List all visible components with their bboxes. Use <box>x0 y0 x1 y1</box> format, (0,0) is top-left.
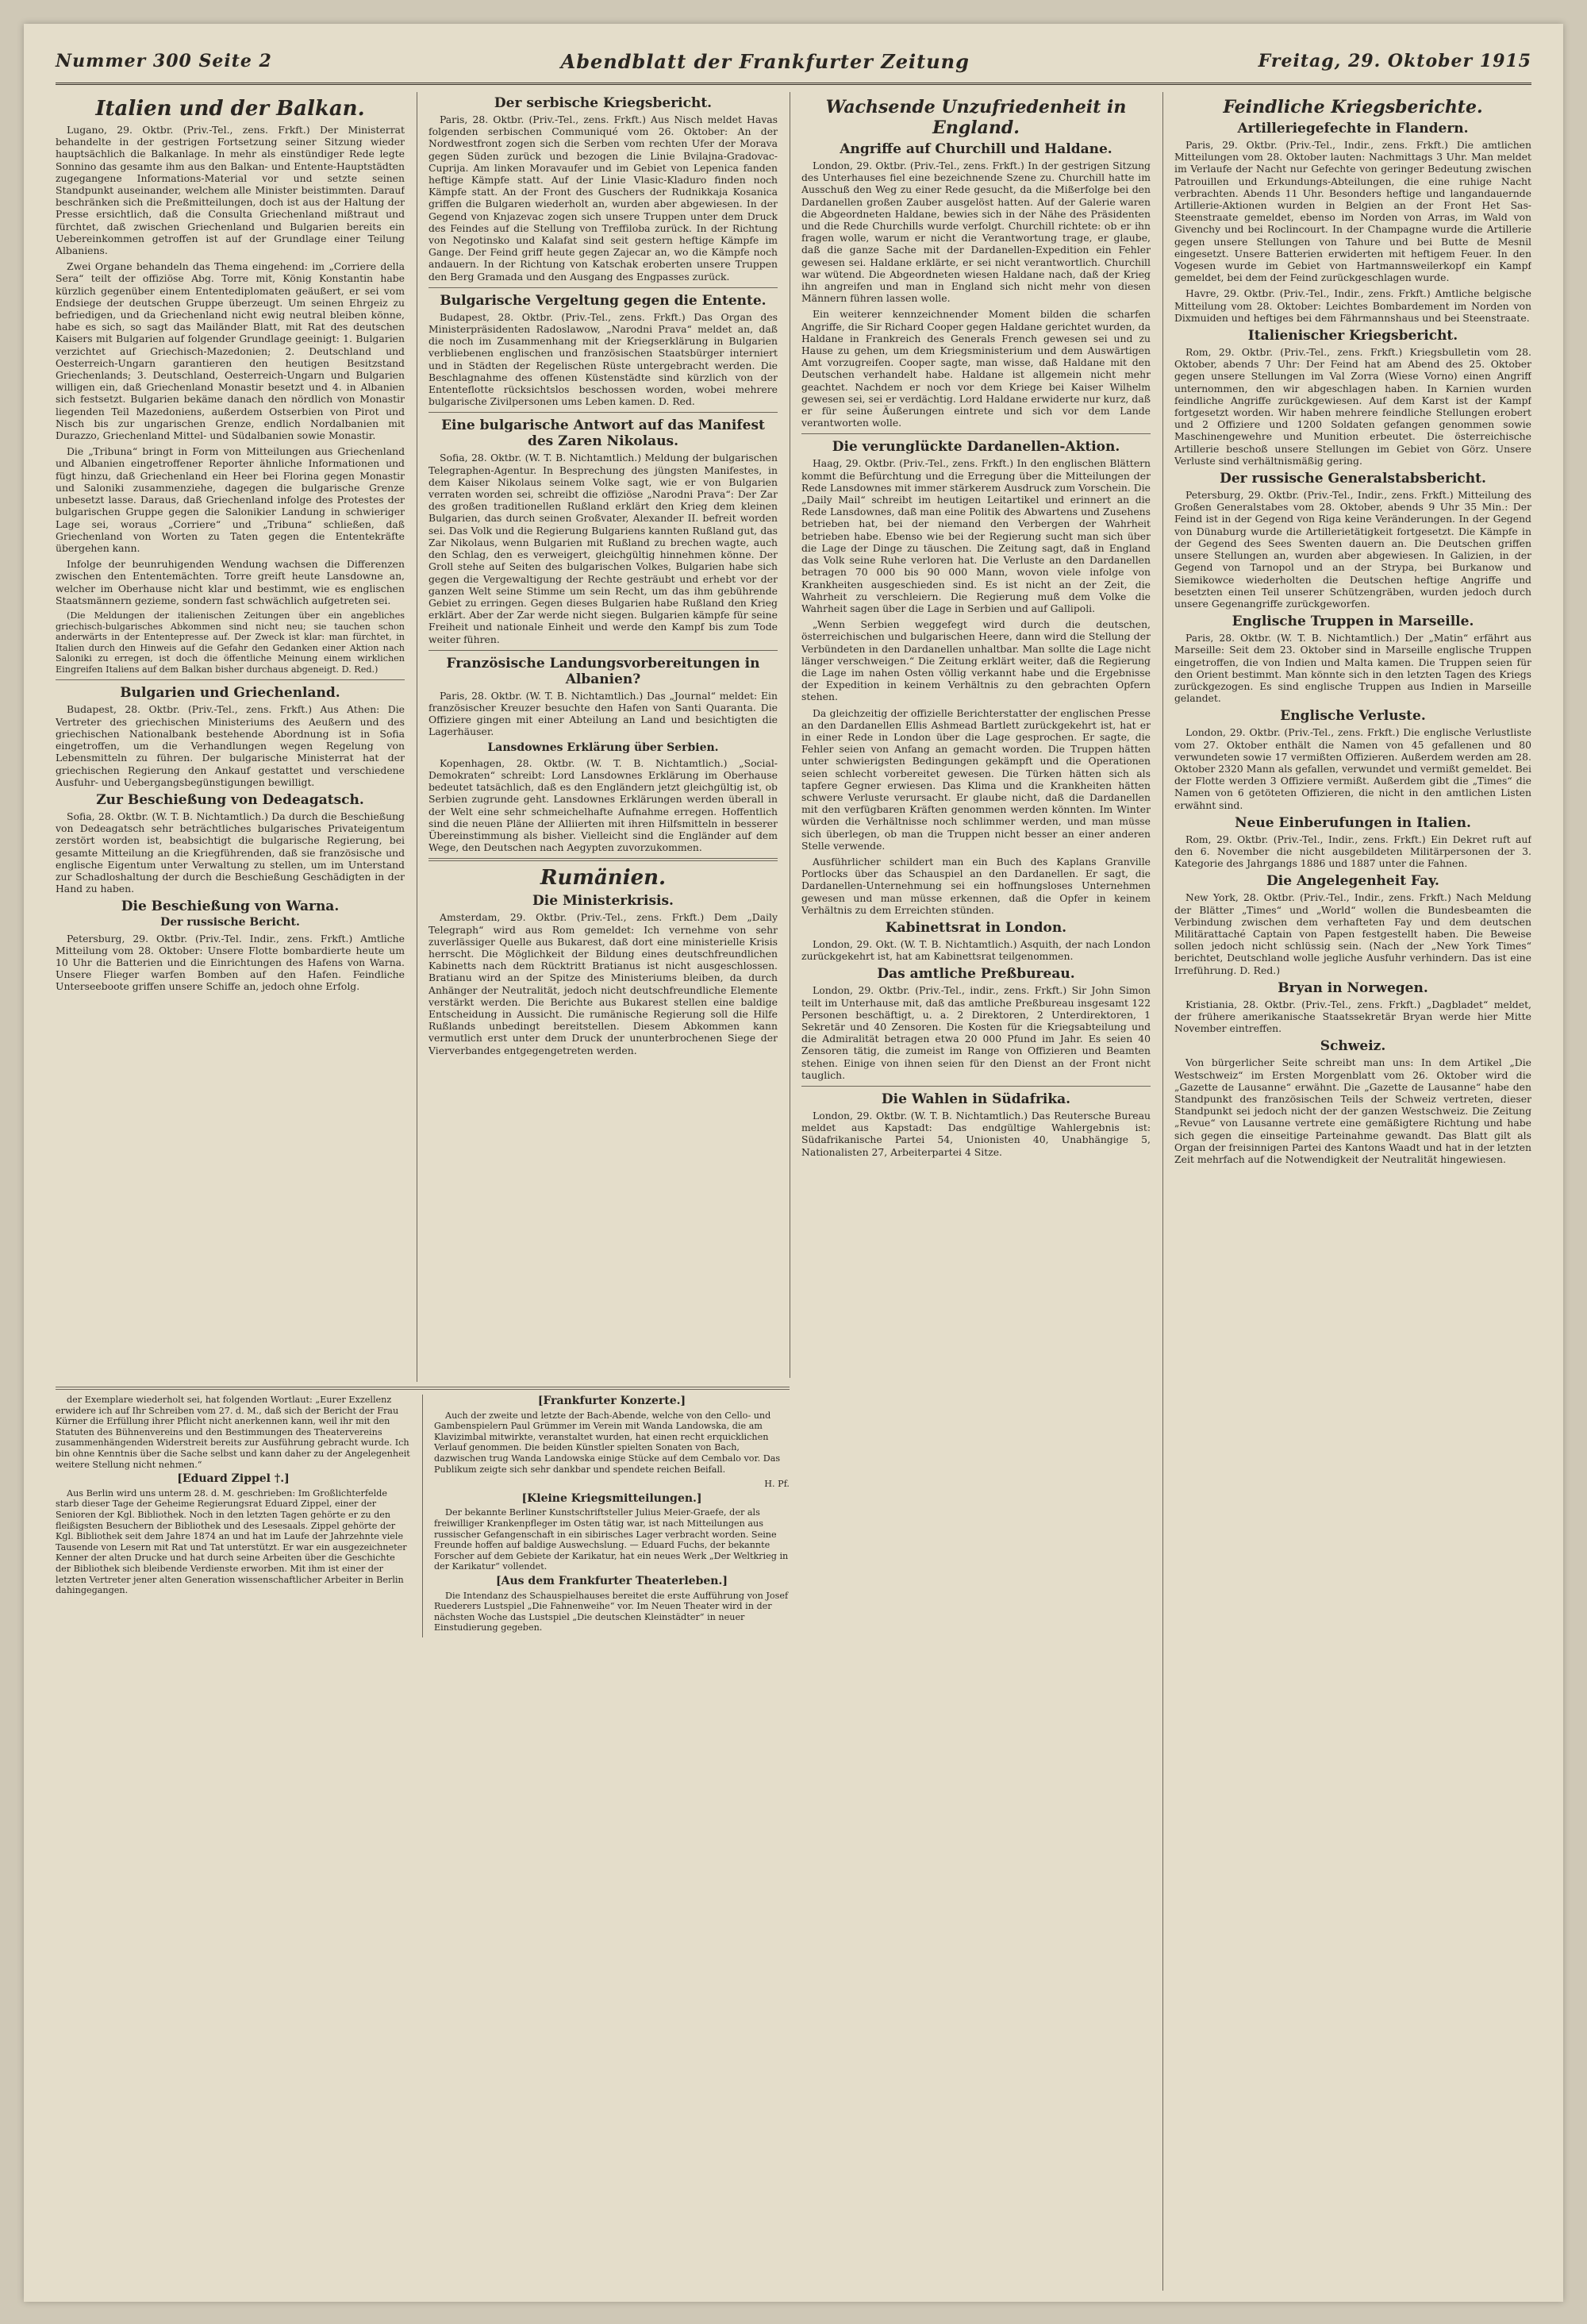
headline-bulgarische-antwort: Eine bulgarische Antwort auf das Manifest des Zaren Nikolaus. <box>441 417 765 450</box>
headline-warna: Die Beschießung von Warna. <box>121 898 340 915</box>
article-paragraph: Lugano, 29. Oktbr. (Priv.-Tel., zens. Frkft.) Der Ministerrat behandelte in der gestrigen Fortsetzung seiner Sitzung wieder hauptsächlich die Balkanlage. In mehr als einstündiger Rede legte Sonnino das gesamte ihm aus den Balkan- und Entente-Hauptstädten zugegangene Informations-Material vor und setzte seinen Standpunkt auseinander, welchem alle Minister beistimmten. Darauf beschränken sich die Preßmitteilungen, doch ist aus der Haltung der Presse ersichtlich, daß die Consulta Griechenland mißtraut und fürchtet, daß zwischen Griechenland und Bulgarien bereits ein Uebereinkommen getroffen ist auf der Grundlage einer Teilung Albaniens. <box>56 124 405 257</box>
feuilleton-heading-zippel: [Eduard Zippel †.] <box>177 1472 290 1486</box>
article-paragraph: Paris, 28. Oktbr. (W. T. B. Nichtamtlich.) Das „Journal“ meldet: Ein französischer Kreuzer besuchte den Hafen von Santi Quaranta. Die Offiziere gingen mit einer Abteilung an Land und besichtigten die Lagerhäuser. <box>428 689 778 738</box>
headline-bulgarien-griechenland: Bulgarien und Griechenland. <box>120 685 340 702</box>
article-paragraph: Infolge der beunruhigenden Wendung wachsen die Differenzen zwischen den Ententemächten. Torre greift heute Lansdowne an, welcher im Oberhause nicht klar und bestimmt, wie es englischen Staatsmännern gezieme, sondern fast schwächlich aufgetreten sei. <box>56 558 405 606</box>
article-paragraph: Sofia, 28. Oktbr. (W. T. B. Nichtamtlich.) Meldung der bulgarischen Telegraphen-Agentur. In Besprechung des jüngsten Manifestes, in dem Kaiser Nikolaus seinem Volke sagt, wie er von Bulgarien verraten worden sei, schreibt die offiziöse „Narodni Prava“: Der Zar des großen traditionellen Rußland erklärt den Krieg dem kleinen Bulgarien, das durch seinen Großvater, Alexander II. befreit worden sei. Das Volk und die Regierung Bulgariens kannten Rußland gut, das Zar Nikolaus, wenn Bulgarien mit Rußland zu brechen wagte, auch den Schlag, den es verweigert, gleichgültig hinnehmen könne. Der Groll stehe auf Seiten des bulgarischen Volkes, Bulgarien habe sich gegen die Vergewaltigung der Rechte gesträubt und erhebt vor der ganzen Welt seine Stimme um sein Recht, um das ihm gebührende Gebiet zu erringen. Gegen dieses Bulgarien habe Rußland den Krieg erklärt. Aber der Zar werde nicht siegen. Bulgarien kämpfe für seine Freiheit und nationale Einheit und werde den Kampf bis zum Tode weiter führen. <box>428 452 778 645</box>
headline-einberufungen-italien: Neue Einberufungen in Italien. <box>1235 814 1471 831</box>
divider <box>801 1086 1151 1087</box>
headline-italienischer-kriegsbericht: Italienischer Kriegsbericht. <box>1247 328 1458 344</box>
article-paragraph: Sofia, 28. Oktbr. (W. T. B. Nichtamtlich.) Da durch die Beschießung von Dedeagatsch sehr beträchtliches bulgarisches Privateigentum zerstört worden ist, beabsichtigt die bulgarische Regierung, bei gesamte Mitteilung an die Kriegführenden, daß sie französische und englische Eigentum unter Verwaltung zu stellen, um im Unterstand zur Schadloshaltung der durch die Beschießung Geschädigten in der Hand zu haben. <box>56 810 405 895</box>
subheadline-ministerkrisis: Die Ministerkrisis. <box>532 893 674 910</box>
subheadline-churchill-haldane: Angriffe auf Churchill und Haldane. <box>840 141 1112 157</box>
article-paragraph: Haag, 29. Oktbr. (Priv.-Tel., zens. Frkft.) In den englischen Blättern kommt die Befürchtung und die Erregung über die Mitteilungen der Rede Lansdownes mit immer stärkerem Ausdruck zum Vorschein. Die „Daily Mail“ schreibt im heutigen Leitartikel und erinnert an die Rede Lansdownes, daß man eine Politik des Abwartens und Zusehens betrieben hat, bei der niemand den Verbergen der Wahrheit betrieben habe. Ebenso wie bei der Regierung sucht man sich über die Lage der Dinge zu täuschen. Die Zeitung sagt, daß in England das Volk seine Ruhe verloren hat. Die Verluste an den Dardanellen betragen 70 000 bis 90 000 Mann, wovon viele infolge von Krankheiten ausgeschieden sind. Es ist nicht an der Zeit, die Wahrheit zu verschleiern. Die Regierung muß dem Volke die Wahrheit sagen über die Lage in Serbien und auf Gallipoli. <box>801 457 1151 614</box>
article-paragraph: Budapest, 28. Oktbr. (Priv.-Tel., zens. Frkft.) Das Organ des Ministerpräsidenten Radoslawow, „Narodni Prava“ meldet an, daß die noch im Zusammenhang mit der Kriegserklärung in Bulgarien verbliebenen englischen und französischen Staatsbürger interniert und in Städten der Regelischen Rüste untergebracht werden. Die Beschlagnahme des offenen Küstenstädte sind kürzlich von der Ententeflotte rücksichtslos beschossen worden, wobei mehrere bulgarische Zivilpersonen ums Leben kamen. D. Red. <box>428 310 778 408</box>
feuilleton-heading-theater: [Aus dem Frankfurter Theaterleben.] <box>496 1574 728 1587</box>
article-paragraph: Ein weiterer kennzeichnender Moment bilden die scharfen Angriffe, die Sir Richard Cooper gegen Haldane gerichtet wurden, da Haldane in Frankreich des Generals French gewesen sei und zu Hause zu gehen, um dem Kriegsministerium und dem Auswärtigen Amt vorzugreifen. Cooper sagte, man wisse, daß Haldane mit den Deutschen verhandelt habe. Haldane ist allgemein nicht mehr geachtet. Nachdem er noch vor dem Kriege bei Kaiser Wilhelm gewesen sei, sei er verdächtig. Lord Haldane erwiderte nur kurz, daß er für seine Äußerungen eintrete und sich vor dem Lande verantworten wolle. <box>801 308 1151 429</box>
article-paragraph: London, 29. Oktbr. (Priv.-Tel., zens. Frkft.) Die englische Verlustliste vom 27. Oktober enthält die Namen von 45 gefallenen und 80 verwundeten sowie 17 vermißten Offizieren. Außerdem werden am 28. Oktober 2320 Mann als gefallen, verwundet und vermißt gemeldet. Bei der Flotte werden 3 Offiziere vermißt. Außerdem gibt die „Times“ die Namen von 6 getöteten Offizieren, die nicht in den amtlichen Listen erwähnt sind. <box>1174 726 1531 811</box>
headline-rumaenien: Rumänien. <box>540 866 667 891</box>
headline-italien-balkan: Italien und der Balkan. <box>95 97 365 121</box>
subheadline-lansdowne: Lansdownes Erklärung über Serbien. <box>487 741 719 754</box>
article-paragraph: Rom, 29. Oktbr. (Priv.-Tel., Indir., zens. Frkft.) Ein Dekret ruft auf den 6. November die nicht ausgebildeten Militärpersonen der 3. Kategorie des Jahrgangs 1886 und 1887 unter die Fahnen. <box>1174 833 1531 870</box>
divider <box>801 433 1151 434</box>
headline-dardanellen: Die verunglückte Dardanellen-Aktion. <box>832 439 1120 456</box>
article-paragraph: London, 29. Okt. (W. T. B. Nichtamtlich.) Asquith, der nach London zurückgekehrt ist, hat am Kabinettsrat teilgenommen. <box>801 937 1151 963</box>
feuilleton-paragraph: Die Intendanz des Schauspielhauses bereitet die erste Aufführung von Josef Ruederers Lustspiel „Die Fahnenweihe“ vor. Im Neuen Theater wird in der nächsten Woche das Lustspiel „Die deutschen Kleinstädter“ in neuer Einstudierung gegeben. <box>434 1590 789 1633</box>
headline-englische-verluste: Englische Verluste. <box>1280 708 1426 725</box>
article-paragraph: Petersburg, 29. Oktbr. (Priv.-Tel. Indir., zens. Frkft.) Amtliche Mitteilung vom 28. Oktober: Unsere Flotte bombardierte heute um 10 Uhr die Batterien und die Einrichtungen des Hafens von Warna. Unsere Flieger warfen Bomben auf den Hafen. Feindliche Unterseeboote griffen unsere Schiffe an, jedoch ohne Erfolg. <box>56 932 405 993</box>
masthead <box>56 40 1531 85</box>
column-3 <box>801 92 1151 2291</box>
feuilleton-right <box>434 1395 790 1637</box>
headline-russischer-generalstabsbericht: Der russische Generalstabsbericht. <box>1220 471 1486 487</box>
article-paragraph: Amsterdam, 29. Oktbr. (Priv.-Tel., zens. Frkft.) Dem „Daily Telegraph“ wird aus Rom gemeldet: Ich vernehme von sehr zuverlässiger Quelle aus Bukarest, daß dort eine ministerielle Krisis herrscht. Die Möglichkeit der Bildung eines deutschfreundlichen Kabinetts nach dem Rücktritt Bratianus ist nicht ausgeschlossen. Bratianu wird an der Spitze des Ministeriums bleiben, da durch Anhänger der Neutralität, jedoch nicht deutschfreundliche Elemente verstärkt werden. Die Berichte aus Bukarest stellen eine baldige Entscheidung in Aussicht. Die rumänische Regierung soll die Hilfe Rußlands unbedingt bereitstellen. Diesem Abkommen kann vermutlich erst unter dem Druck der ununterbrochenen Siege der Vierverbandes entgegengetreten werden. <box>428 911 778 1056</box>
headline-bulgarische-vergeltung: Bulgarische Vergeltung gegen die Entente. <box>440 292 767 309</box>
article-paragraph: Rom, 29. Oktbr. (Priv.-Tel., zens. Frkft.) Kriegsbulletin vom 28. Oktober, abends 7 Uhr: Der Feind hat am Abend des 25. Oktober gegen unsere Stellungen im Val Zorra (Wiese Vorno) einen Angriff unternommen, den wir abgeschlagen haben. In Karnien wurden feindliche Angriffe zurückgewiesen. Auf dem Karst ist der Kampf fortgesetzt worden. Wir haben mehrere feindliche Stellungen erobert und 2 Offiziere und 1200 Soldaten gefangen genommen sowie Maschinengewehre und Munition erbeutet. Die österreichische Artillerie beschoß unsere Stellungen im Gebiet von Görz. Unsere Verluste sind verhältnismäßig gering. <box>1174 346 1531 467</box>
issue-number: Nummer 300 Seite 2 <box>56 51 272 71</box>
feuilleton-rule <box>56 1387 790 1390</box>
article-paragraph: Ausführlicher schildert man ein Buch des Kaplans Granville Portlocks über das Schauspiel an den Dardanellen. Er sagt, die Dardanellen-Unternehmung sei ein hoffnungsloses Unternehmen gewesen und man müsse erkennen, daß die Opfer in keinem Verhältnis zu dem Erreichten stünden. <box>801 855 1151 916</box>
headline-kabinettsrat: Kabinettsrat in London. <box>885 919 1067 936</box>
headline-bryan-norwegen: Bryan in Norwegen. <box>1278 979 1428 996</box>
issue-date: Freitag, 29. Oktober 1915 <box>1258 51 1531 71</box>
article-paragraph: Da gleichzeitig der offizielle Berichterstatter der englischen Presse an den Dardanellen Ellis Ashmead Bartlett zurückgekehrt ist, hat er in einer Rede in London über die Lage gesprochen. Er sagte, die Fehler seien von Anfang an gemacht worden. Die Truppen hätten unter schwierigsten Bedingungen gekämpft und die Operationen seien schlecht vorbereitet gewesen. Die Türken hätten sich als tapfere Gegner erwiesen. Das Klima und die Krankheiten hätten schwere Verluste verursacht. Er glaube nicht, daß die Dardanellen mit den verfügbaren Kräften genommen werden könnten. Im Winter würden die Verhältnisse noch schlimmer werden, und man müsse sich überlegen, ob man die Truppen nicht besser an einer anderen Stelle verwende. <box>801 706 1151 852</box>
article-paragraph: London, 29. Oktbr. (Priv.-Tel., zens. Frkft.) In der gestrigen Sitzung des Unterhauses fiel eine bezeichnende Szene zu. Churchill hatte im Ausschuß den Weg zu einer Rede gesucht, da die Mißerfolge bei den Dardanellen großen Zauber ausgelöst hatten. Auf der Galerie waren die Abgeordneten Haldane, bewies sich in der Nähe des Präsidenten und die Rede Churchills wurde verfolgt. Churchill richtete: ob er ihn fragen wolle, warum er nicht die Verantwortung trage, er glaube, daß die ganze Sache mit der Dardanellen-Expedition ein Fehler gewesen sei. Haldane erklärte, er sei nicht verantwortlich. Churchill war wütend. Die Abgeordneten wiesen Haldane nach, daß der Krieg ihn angreifen und man in England sich nicht mehr von diesen Männern führen lassen wolle. <box>801 160 1151 305</box>
article-paragraph: Kristiania, 28. Oktbr. (Priv.-Tel., zens. Frkft.) „Dagbladet“ meldet, der frühere amerikanische Staatssekretär Bryan werde hier Mitte November eintreffen. <box>1174 998 1531 1035</box>
headline-schweiz: Schweiz. <box>1320 1038 1386 1055</box>
article-paragraph: Paris, 28. Oktbr. (Priv.-Tel., zens. Frkft.) Aus Nisch meldet Havas folgenden serbischen Communiqué vom 26. Oktober: An der Nordwestfront zogen sich die Serben vom rechten Ufer der Morava gegen Süden zurück und bezogen die Linie Bvilajna-Gradovac-Cuprija. Am linken Moravaufer und im Gebiet von Lepenica fanden heftige Kämpfe statt. Auf der Linie Vlasic-Kladuro finden noch Kämpfe statt. An der Front des Guschers der Rudnikkaja Kosanica griffen die Bulgaren wiederholt an, wurden aber abgewiesen. In der Gegend von Knjazevac zogen sich unsere Truppen unter dem Druck des Feindes auf die Stellung von Treffiloba zurück. In der Richtung von Negotinsko und Kalafat sind seit gestern heftige Kämpfe im Gange. Der Feind griff heute gegen Zajecar an, wo die Kämpfe noch andauern. In der Richtung von Katschak eroberten unsere Truppen den Berg Gramada und den Ausgang des Engpasses zurück. <box>428 114 778 283</box>
headline-wahlen-suedafrika: Die Wahlen in Südafrika. <box>881 1091 1071 1108</box>
feuilleton-rule-vertical <box>422 1395 423 1637</box>
feuilleton-heading-konzerte: [Frankfurter Konzerte.] <box>537 1395 686 1407</box>
feuilleton-paragraph: Der bekannte Berliner Kunstschriftsteller Julius Meier-Graefe, der als freiwilliger Krankenpfleger im Osten tätig war, ist nach Mitteilungen aus russischer Gefangenschaft in ein sibirisches Lager verbracht worden. Seine Freunde hoffen auf baldige Auswechslung. — Eduard Fuchs, der bekannte Forscher auf dem Gebiete der Karikatur, hat ein neues Werk „Der Weltkrieg in der Karikatur“ vollendet. <box>434 1507 789 1572</box>
headline-unzufriedenheit-england: Wachsende Unzufriedenheit in England. <box>825 97 1127 138</box>
divider <box>428 287 778 288</box>
newspaper-page <box>24 24 1563 2302</box>
subheadline-artilleriegefechte: Artilleriegefechte in Flandern. <box>1237 121 1469 137</box>
article-paragraph: Budapest, 28. Oktbr. (Priv.-Tel., zens. Frkft.) Aus Athen: Die Vertreter des griechischen Ministeriums des Aeußern und des griechischen Nationalbank bestehende Abordnung ist in Sofia eingetroffen, um die Verhandlungen wegen Regelung von Lebensmitteln zu führen. Der bulgarische Ministerrat hat der griechischen Regierung den Ankauf gestattet und verschiedene Ausfuhr- und Uebergangsbegünstigungen bewilligt. <box>56 703 405 788</box>
feuilleton-paragraph: der Exemplare wiederholt sei, hat folgenden Wortlaut: „Eurer Exzellenz erwidere ich auf Ihr Schreiben vom 27. d. M., daß sich der Bericht der Frau Kürner die Erfüllung ihrer Pflicht nicht anerkennen kann, weil ihr mit den Statuten des Bühnenvereins und den Bestimmungen des Theatervereins zusammenhängenden Widerstreit bereits zur Ausführung gebracht wurde. Ich bin ohne Kenntnis über die Sache selbst und kann daher zu der Angelegenheit weitere Stellung nicht nehmen.“ <box>56 1395 410 1470</box>
article-paragraph: Die „Tribuna“ bringt in Form von Mitteilungen aus Griechenland und Albanien eingetroffener Reporter ähnliche Informationen und fügt hinzu, daß Griechenland ein Heer bei Florina gegen Monastir und Saloniki zusammenziehe, dagegen die bulgarische Grenze unbesetzt lasse. Daraus, daß Griechenland infolge des Protestes der bulgarischen Gruppe gegen die Salonikier Landung in schwieriger Lage sei, woraus „Corriere“ und „Tribuna“ schließen, daß Griechenland von Worten zu Taten gegen die Ententekräfte übergehen kann. <box>56 445 405 554</box>
subheadline-russischer-bericht: Der russische Bericht. <box>160 916 300 929</box>
divider <box>428 650 778 651</box>
headline-landungsvorbereitungen: Französische Landungsvorbereitungen in Albanien? <box>446 655 760 687</box>
article-paragraph: Paris, 29. Oktbr. (Priv.-Tel., Indir., zens. Frkft.) Die amtlichen Mitteilungen vom 28. Oktober lauten: Nachmittags 3 Uhr. Man meldet im Verlaufe der Nacht nur Gefechte von geringer Bedeutung zwischen Patrouillen und Erkundungs-Abteilungen, die eine ruhige Nacht verbrachten. Abends 11 Uhr. Besonders heftige und langandauernde Artillerie-Aktionen wurden in Belgien an der Front Het Sas-Steenstraate gemeldet, ebenso im Norden von Arras, im Wald von Givenchy und bei Roclincourt. In der Champagne wurde die Artillerie gegen unsere Stellungen von Tahure und bei Butte de Mesnil eingesetzt. Unsere Batterien erwiderten mit heftigem Feuer. In den Vogesen wurde im Gebiet von Hartmannsweilerkopf ein Kampf gemeldet, bei dem der Feind zurückgeschlagen wurde. <box>1174 139 1531 284</box>
headline-angelegenheit-fay: Die Angelegenheit Fay. <box>1266 873 1439 890</box>
article-paragraph: New York, 28. Oktbr. (Priv.-Tel., Indir., zens. Frkft.) Nach Meldung der Blätter „Times“ und „World“ wollen die Bundesbeamten die Verbindung zwischen dem verhafteten Fay und dem deutschen Militärattaché Captain von Papen festgestellt haben. Die Beweise sollen jedoch nicht schlüssig sein. (Nach der „New York Times“ berichtet, Deutschland wolle jegliche Ausfuhr verhindern. Das ist eine Irreführung. D. Red.) <box>1174 891 1531 976</box>
headline-feindliche-kriegsberichte: Feindliche Kriegsberichte. <box>1223 97 1483 117</box>
divider <box>428 412 778 413</box>
feuilleton-section <box>56 1382 790 2291</box>
article-paragraph: Havre, 29. Oktbr. (Priv.-Tel., Indir., zens. Frkft.) Amtliche belgische Mitteilung vom 28. Oktober: Leichtes Bombardement im Norden von Dixmuiden und heftiges bei dem Fährmannshaus und bei Steenstraate. <box>1174 287 1531 324</box>
article-paragraph: Paris, 28. Oktbr. (W. T. B. Nichtamtlich.) Der „Matin“ erfährt aus Marseille: Seit dem 23. Oktober sind in Marseille englische Truppen eingetroffen, die von Indien und Malta kamen. Die Truppen seien für den Orient bestimmt. Man könnte sich in den letzten Tagen des Kriegs zurückgezogen. Es sind englische Truppen aus Indien in Marseille gelandet. <box>1174 632 1531 705</box>
divider <box>428 858 778 861</box>
feuilleton-paragraph: Aus Berlin wird uns unterm 28. d. M. geschrieben: Im Großlichterfelde starb dieser Tage der Geheime Regierungsrat Eduard Zippel, einer der Senioren der Kgl. Bibliothek. Noch in den letzten Tagen gehörte er zu den fleißigsten Besuchern der Bibliothek und des Lesesaals. Zippel gehörte der Kgl. Bibliothek seit dem Jahre 1874 an und hat im Laufe der Jahrzehnte viele Tausende von Lesern mit Rat und Tat unterstützt. Er war ein ausgezeichneter Kenner der alten Drucke und hat durch seine Arbeiten über die Geschichte der Bibliothek sich bleibende Verdienste erworben. Mit ihm ist einer der letzten Vertreter jener alten Generation wissenschaftlicher Arbeiter in Berlin dahingegangen. <box>56 1487 407 1596</box>
article-paragraph: Kopenhagen, 28. Oktbr. (W. T. B. Nichtamtlich.) „Social-Demokraten“ schreibt: Lord Lansdownes Erklärung im Oberhause bedeutet tatsächlich, daß es den Engländern jetzt gleichgültig ist, ob Serbien zugrunde geht. Lansdownes Erklärungen werden überall in der Welt eine sehr schmeichelhafte Aufnahme erregen. Hoffentlich sind die neuen Pläne der Alliierten mit ihren Hilfsmitteln in besserer Übereinstimmung als bisher. Vielleicht sind die Engländer auf dem Wege, den Deutschen nach Aegypten zuvorzukommen. <box>428 756 778 854</box>
article-paragraph: Von bürgerlicher Seite schreibt man uns: In dem Artikel „Die Westschweiz“ im Ersten Morgenblatt vom 26. Oktober wird die „Gazette de Lausanne“ erwähnt. Die „Gazette de Lausanne“ habe den Standpunkt des französischen Teils der Schweiz vertreten, dieser Standpunkt sei jedoch nicht der der ganzen Westschweiz. Die Zeitung „Revue“ von Lausanne vertrete eine gemäßigtere Richtung und habe sich gegen die einseitige Parteinahme gewandt. Das Blatt gilt als Organ der freisinnigen Partei des Kantons Waadt und hat in der letzten Zeit mehrfach auf die Notwendigkeit der Neutralität hingewiesen. <box>1174 1056 1531 1166</box>
article-paragraph: London, 29. Oktbr. (Priv.-Tel., indir., zens. Frkft.) Sir John Simon teilt im Unterhause mit, daß das amtliche Preßbureau insgesamt 122 Personen beschäftigt, u. a. 2 Direktoren, 2 Unterdirektoren, 1 Sekretär und 40 Zensoren. Die Kosten für die Kriegsabteilung und die Admiralität betragen etwa 20 000 Pfund im Jahr. Es seien 40 Zensoren tätig, die zumeist im Range von Offizieren und Beamten stehen. Einige von ihnen seien für den Dienst an der Front nicht tauglich. <box>801 984 1151 1081</box>
article-paragraph: Zwei Organe behandeln das Thema eingehend: im „Corriere della Sera“ teilt der offiziöse Abg. Torre mit, König Konstantin habe kürzlich gegenüber einem Ententediplomaten geäußert, er sei vom Endsiege der deutschen Gruppe überzeugt. Um seinen Ehrgeiz zu befriedigen, und da Griechenland nicht ewig neutral bleiben könne, habe es sich, so sagt das Mailänder Blatt, mit Rat des deutschen Kaisers mit Bulgarien auf folgender Grundlage geeinigt: 1. Bulgarien verzichtet auf Griechisch-Mazedonien; 2. Deutschland und Oesterreich-Ungarn garantieren den heutigen Besitzstand Griechenlands; 3. Deutschland, Oesterreich-Ungarn und Bulgarien willigen ein, daß Griechenland Monastir besetzt und 4. in Albanien sich festsetzt. Bulgarien bekäme danach den nördlich von Monastir liegenden Teil Mazedoniens, außerdem Ostserbien von Pirot und Nisch bis zur ungarischen Grenze, endlich Nordalbanien mit Durazzo, Griechenland Mittel- und Südalbanien sowie Monastir. <box>56 260 405 442</box>
columns <box>56 92 1531 2291</box>
headline-serbischer-kriegsbericht: Der serbische Kriegsbericht. <box>494 95 713 111</box>
article-paragraph: „Wenn Serbien weggefegt wird durch die deutschen, österreichischen und bulgarischen Heere, dann wird die Stellung der Verbündeten in den Dardanellen unhaltbar. Man sollte die Lage nicht länger verschweigen.“ Die Zeitung erklärt weiter, daß die Regierung die Lage im nahen Osten völlig verkannt habe und die Ergebnisse der Expedition in keinem Verhältnis zu den gebrachten Opfern stehen. <box>801 618 1151 703</box>
headline-truppen-marseille: Englische Truppen in Marseille. <box>1232 614 1474 630</box>
headline-pressbureau: Das amtliche Preßbureau. <box>877 966 1075 983</box>
editor-note: (Die Meldungen der italienischen Zeitungen über ein angebliches griechisch-bulgarisches Abkommen sind nicht neu; sie tauchen schon anderwärts in der Ententepresse auf. Der Zweck ist klar: man fürchtet, in Italien durch den Hinweis auf die Gefahr den Gedanken einer Aktion nach Saloniki zu erregen, ist doch die öffentliche Meinung einem wirklichen Eingreifen Italiens auf dem Balkan bisher durchaus abgeneigt. D. Red.) <box>56 610 405 675</box>
feuilleton-paragraph: Auch der zweite und letzte der Bach-Abende, welche von den Cello- und Gambenspielern Paul Grümmer im Verein mit Wanda Landowska, die am Klavizimbal mitwirkte, veranstaltet wurden, hat einen recht erquicklichen Verlauf genommen. Die beiden Künstler spielten Sonaten von Bach, dazwischen trug Wanda Landowska einige Stücke auf dem Cembalo vor. Das Publikum zeigte sich sehr dankbar und spendete reichen Beifall. <box>434 1410 781 1475</box>
column-4 <box>1174 92 1531 2291</box>
feuilleton-heading-kriegsmitteilungen: [Kleine Kriegsmitteilungen.] <box>521 1491 702 1505</box>
feuilleton-left <box>56 1395 411 1637</box>
headline-dedeagatsch: Zur Beschießung von Dedeagatsch. <box>96 791 364 808</box>
article-paragraph: Petersburg, 29. Oktbr. (Priv.-Tel., Indir., zens. Frkft.) Mitteilung des Großen Generalstabes vom 28. Oktober, abends 9 Uhr 35 Min.: Der Feind ist in der Gegend von Riga keine Veränderungen. In der Gegend von Dünaburg wurde die Artillerietätigkeit fortgesetzt. Die Kämpfe in der Gegend des Sees Swenten dauern an. Die Deutschen griffen unsere Stellungen an, wurden aber abgewiesen. In Galizien, in der Gegend von Tarnopol und an der Strypa, bei Burkanow und Siemikowce wiederholten die Deutschen heftige Angriffe und besetzten einen Teil unserer Schützengräben, wurden jedoch durch unsere Gegenangriffe zurückgeworfen. <box>1174 489 1531 610</box>
divider <box>56 679 405 680</box>
newspaper-title: Abendblatt der Frankfurter Zeitung <box>560 49 970 73</box>
article-paragraph: London, 29. Oktbr. (W. T. B. Nichtamtlich.) Das Reutersche Bureau meldet aus Kapstadt: Das endgültige Wahlergebnis ist: Südafrikanische Partei 54, Unionisten 40, Unabhängige 5, Nationalisten 27, Arbeiterpartei 4 Sitze. <box>801 1110 1151 1158</box>
signature: H. Pf. <box>764 1479 790 1490</box>
column-rule <box>1162 92 1163 2291</box>
